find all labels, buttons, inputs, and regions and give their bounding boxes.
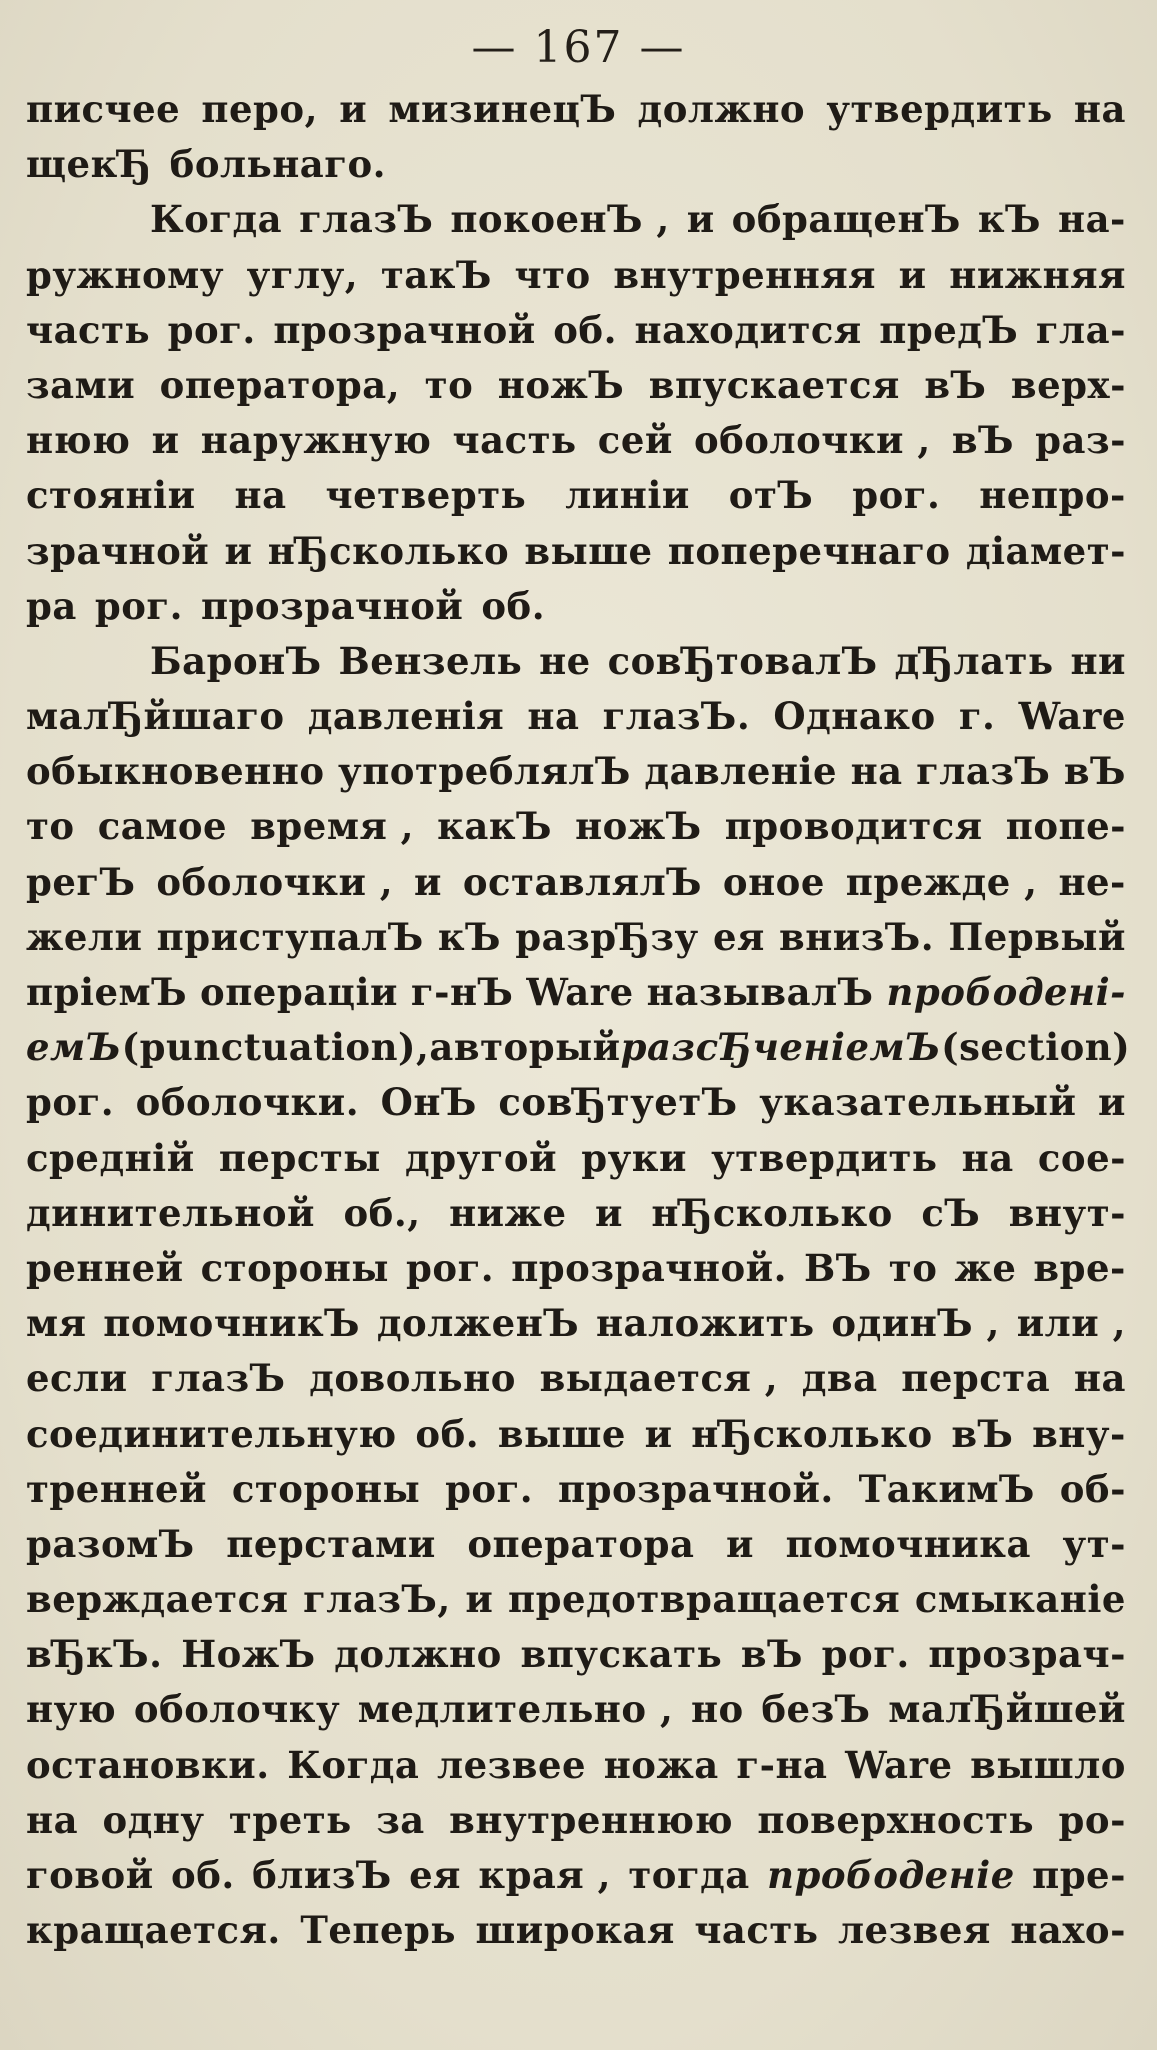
word: (section) (941, 1025, 1131, 1070)
word: и (726, 1521, 754, 1566)
word: щекЂ (26, 142, 152, 187)
text-line (26, 689, 1126, 744)
word: Ware (1018, 694, 1126, 739)
word: или , (1016, 1301, 1126, 1346)
word: пре- (1032, 1853, 1126, 1897)
word: широкая (475, 1908, 675, 1953)
word: прободені- (886, 970, 1126, 1014)
word: гла- (1035, 307, 1126, 352)
word: называлЪ (646, 970, 874, 1014)
word: предотвращается (508, 1577, 901, 1622)
word: говой (26, 1853, 154, 1897)
word: Первый (948, 914, 1126, 959)
word: перо, (201, 87, 318, 131)
word: ниже (449, 1190, 567, 1235)
word: соединительную (26, 1411, 397, 1456)
text-line (26, 303, 1126, 358)
word: должно (334, 1632, 502, 1677)
word: малЂйшаго (26, 694, 285, 739)
word: оболочки. (135, 1080, 360, 1125)
word: на (234, 473, 287, 518)
word: прозрачной (200, 583, 464, 628)
word: мя (26, 1301, 87, 1346)
word: и (224, 528, 253, 573)
word: другой (405, 1135, 558, 1180)
word: поперечнаго (667, 528, 951, 573)
word: вЪ (1063, 749, 1126, 794)
word: приступалЪ (156, 914, 424, 959)
word: остановки. (26, 1742, 270, 1787)
word: перстами (226, 1521, 436, 1566)
word: отЪ (728, 473, 814, 518)
text-line (26, 137, 1126, 192)
word: лезвея (837, 1908, 991, 1953)
word: и (1098, 1080, 1126, 1125)
text-line (26, 358, 1126, 413)
word: довольно (309, 1356, 516, 1401)
word: ея (409, 1853, 462, 1897)
word: долженЪ (376, 1301, 580, 1346)
word: треть (228, 1797, 352, 1842)
word: на (26, 1797, 79, 1842)
text-line (26, 965, 1126, 1020)
word: Ware (845, 1742, 953, 1787)
text-line (26, 82, 1126, 137)
word: на (850, 749, 903, 794)
word: стороны (200, 1245, 389, 1290)
word: жели (26, 914, 143, 959)
page-number: — 167 — (471, 22, 686, 73)
word: глазЪ (299, 197, 434, 242)
word: и (644, 1411, 673, 1456)
word: тренней (26, 1466, 207, 1511)
word: нахо- (1010, 1908, 1126, 1953)
word: дЂлать (894, 638, 1054, 683)
word: г-на (736, 1742, 828, 1787)
word: зрачной (26, 528, 210, 573)
word: ОнЪ (380, 1080, 477, 1125)
text-line (26, 1407, 1126, 1462)
word: мизинецЪ (388, 87, 617, 131)
word: об- (1059, 1466, 1126, 1511)
word: Однако (773, 694, 936, 739)
word: давленіе (644, 749, 838, 794)
word: на (1073, 87, 1126, 131)
word: за (376, 1797, 425, 1842)
word: зами (26, 362, 136, 407)
word: должно (637, 87, 806, 131)
word: динительной (26, 1190, 315, 1235)
word: помочникЪ (103, 1301, 361, 1346)
word: близЪ (252, 1853, 392, 1897)
word: сЪ (921, 1190, 981, 1235)
word: утвердить (826, 87, 1053, 131)
word: прежде , (845, 859, 1038, 904)
word: ножЪ (575, 804, 702, 849)
word: выше (524, 528, 653, 573)
word: верждается (26, 1577, 289, 1622)
word: попе- (1005, 804, 1126, 849)
word: оболочки , (156, 859, 394, 904)
word: кЪ (437, 914, 502, 959)
word: кЪ (977, 197, 1042, 242)
word: медлительно , (357, 1687, 674, 1732)
word: два (801, 1356, 878, 1401)
word: нижняя (949, 252, 1126, 297)
word: проводится (724, 804, 983, 849)
word: рог. (821, 1632, 910, 1677)
word: верх- (1010, 362, 1126, 407)
word: (punctuation), (121, 1025, 430, 1070)
word: вну- (1032, 1411, 1126, 1456)
word: внизЪ. (779, 914, 935, 959)
word: и (686, 197, 715, 242)
word: г. (958, 694, 996, 739)
word: оператора, (159, 362, 401, 407)
text-line (26, 248, 1126, 303)
word: время , (250, 804, 415, 849)
word: такЪ (380, 252, 492, 297)
text-line (26, 634, 1126, 689)
word: руки (581, 1135, 687, 1180)
word: и (898, 252, 927, 297)
word: сое- (1037, 1135, 1126, 1180)
word: перста (901, 1356, 1051, 1401)
text-line (26, 1462, 1126, 1517)
word: и (151, 418, 180, 463)
word: выше (497, 1411, 626, 1456)
word: какЪ (437, 804, 552, 849)
word: самое (97, 804, 228, 849)
text-line (26, 910, 1126, 965)
text-line (26, 1351, 1126, 1406)
word: малЂйшей (888, 1687, 1126, 1732)
text-line (26, 1517, 1126, 1572)
text-line (26, 579, 1126, 634)
word: рог. (94, 583, 183, 628)
word: рог. (26, 1080, 115, 1125)
word: и (594, 1190, 623, 1235)
word: углу, (246, 252, 359, 297)
word: регЪ (26, 859, 136, 904)
text-line (26, 1848, 1126, 1903)
word: впускается (648, 362, 900, 407)
word: Ware (526, 970, 634, 1014)
word: ружному (26, 252, 225, 297)
word: глазЪ, (303, 1577, 451, 1622)
word: непро- (979, 473, 1126, 518)
text-line (26, 468, 1126, 523)
word: разсЂченіемЪ (620, 1025, 942, 1070)
word: выдается , (539, 1356, 779, 1401)
word: внутренняя (613, 252, 877, 297)
text-line (26, 1296, 1126, 1351)
word: рог. (406, 1245, 495, 1290)
word: внут- (1008, 1190, 1126, 1235)
word: то (888, 1245, 938, 1290)
text-line (26, 413, 1126, 468)
word: указательный (759, 1080, 1077, 1125)
word: смыканіе (914, 1577, 1126, 1622)
word: нюю (26, 418, 131, 463)
word: операціи (200, 970, 398, 1014)
word: утвердить (711, 1135, 938, 1180)
word: наложить (595, 1301, 815, 1346)
word: на- (1058, 197, 1126, 242)
word: поверхность (757, 1797, 1035, 1842)
word: и (465, 1577, 494, 1622)
word: об. (171, 1853, 235, 1897)
word: оболочки , (693, 418, 931, 463)
word: вЪ (740, 1632, 803, 1677)
word: впускать (520, 1632, 723, 1677)
word: вЪ (951, 418, 1015, 463)
word: писчее (26, 87, 181, 131)
word: оболочку (133, 1687, 341, 1732)
word: употреблялЪ (338, 749, 631, 794)
word: стояніи (26, 473, 196, 518)
word: пріемЪ (26, 970, 188, 1014)
word: Теперь (300, 1908, 456, 1953)
word: ную (26, 1687, 117, 1732)
word: же (954, 1245, 1017, 1290)
word: если (26, 1356, 128, 1401)
word: то (424, 362, 474, 407)
word: помочника (785, 1521, 1031, 1566)
word: персты (218, 1135, 381, 1180)
word: вЪ (924, 362, 987, 407)
word: обыкновенно (26, 749, 325, 794)
word: об. (553, 307, 617, 352)
word: совЂтовалЪ (607, 638, 878, 683)
text-line (26, 1572, 1126, 1627)
word: ра (26, 583, 77, 628)
word: оное (722, 859, 825, 904)
word: глазЪ (151, 1356, 286, 1401)
word: средній (26, 1135, 195, 1180)
word: рог. (167, 307, 256, 352)
word: линіи (565, 473, 690, 518)
text-line (26, 1241, 1126, 1296)
word: наружную (200, 418, 432, 463)
word: глазЪ (916, 749, 1051, 794)
word: что (514, 252, 591, 297)
word: лезвее (437, 1742, 587, 1787)
word: НожЪ (181, 1632, 316, 1677)
word: часть (694, 1908, 819, 1953)
word: вышло (970, 1742, 1126, 1787)
word: нЂсколько (651, 1190, 893, 1235)
text-line (26, 1903, 1126, 1958)
word: нЂсколько (267, 528, 510, 573)
word: и (339, 87, 368, 131)
word: обращенЪ (731, 197, 961, 242)
word: оставлялЪ (462, 859, 703, 904)
word: прозрачной. (511, 1245, 787, 1290)
word: прозрач- (928, 1632, 1126, 1677)
word: находится (634, 307, 862, 352)
text-line (26, 855, 1126, 910)
word: оператора (467, 1521, 695, 1566)
text-line (26, 192, 1126, 247)
word: внутреннюю (449, 1797, 734, 1842)
word: предЪ (879, 307, 1019, 352)
word: давленія (307, 694, 505, 739)
word: Когда (287, 1742, 420, 1787)
word: об. (481, 583, 546, 628)
word: ро- (1058, 1797, 1126, 1842)
word: ТакимЪ (858, 1466, 1035, 1511)
word: а (429, 1025, 454, 1070)
word: вторый (453, 1025, 621, 1070)
text-line (26, 1186, 1126, 1241)
word: и (414, 859, 442, 904)
word: ни (1070, 638, 1126, 683)
word: сей (597, 418, 673, 463)
word: нЂсколько (691, 1411, 933, 1456)
word: одну (102, 1797, 205, 1842)
word: рог. (445, 1466, 534, 1511)
word: ножа (603, 1742, 719, 1787)
text-line (26, 1075, 1126, 1130)
text-line (26, 744, 1126, 799)
word: прозрачной (273, 307, 536, 352)
body-text (26, 82, 1131, 1958)
word: ренней (26, 1245, 184, 1290)
word: г-нЪ (410, 970, 514, 1014)
text-line (26, 1627, 1126, 1682)
word: прозрачной. (558, 1466, 834, 1511)
word: разрЂзу (515, 914, 699, 959)
word: раз- (1035, 418, 1126, 463)
word: ут- (1062, 1521, 1126, 1566)
text-line (26, 1682, 1126, 1737)
word: об., (343, 1190, 421, 1235)
word: об. (415, 1411, 480, 1456)
word: стороны (231, 1466, 421, 1511)
word: на (961, 1135, 1014, 1180)
word: вЪ (951, 1411, 1014, 1456)
word: вре- (1033, 1245, 1126, 1290)
word: часть (26, 307, 151, 352)
word: не (539, 638, 591, 683)
text-line (26, 524, 1126, 579)
word: ВЪ (804, 1245, 872, 1290)
word: Когда (150, 197, 283, 242)
word: края , (478, 1853, 612, 1897)
text-line (26, 1793, 1126, 1848)
word: Вензель (338, 638, 523, 683)
word: глазЪ. (602, 694, 751, 739)
word: больнаго. (169, 142, 387, 187)
word: БаронЪ (150, 638, 322, 683)
word: часть (452, 418, 577, 463)
word: прободеніе (767, 1853, 1015, 1897)
word: діамет- (965, 528, 1126, 573)
word: одинЪ , (831, 1301, 1000, 1346)
text-line (26, 1738, 1126, 1793)
word: ножЪ (497, 362, 625, 407)
word: на (527, 694, 580, 739)
word: безЪ (761, 1687, 871, 1732)
word: разомЪ (26, 1521, 195, 1566)
word: совЂтуетЪ (498, 1080, 738, 1125)
text-line (26, 1131, 1126, 1186)
word: кращается. (26, 1908, 281, 1953)
word: тогда (628, 1853, 750, 1897)
word: но (690, 1687, 744, 1732)
word: емЪ (26, 1025, 122, 1070)
word: вЂкЪ. (26, 1632, 163, 1677)
word: то (26, 804, 75, 849)
word: не- (1058, 859, 1126, 904)
word: четверть (325, 473, 527, 518)
text-line (26, 799, 1126, 854)
word: покоенЪ , (450, 197, 670, 242)
word: ея (712, 914, 765, 959)
word: на (1073, 1356, 1126, 1401)
word: рог. (852, 473, 941, 518)
text-line (26, 1020, 1131, 1075)
